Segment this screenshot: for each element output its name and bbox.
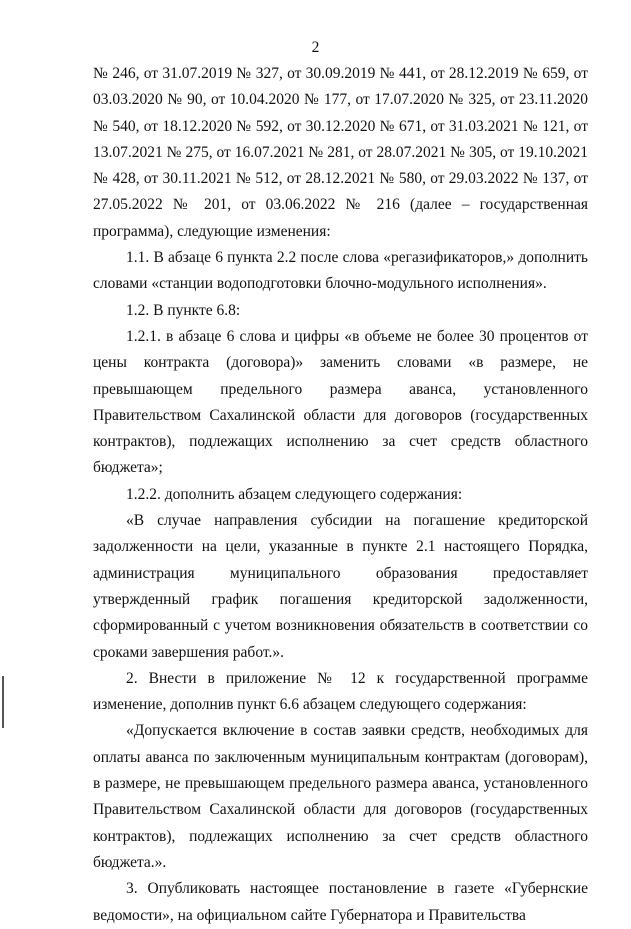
paragraph-quote-1: «В случае направления субсидии на погашение кредиторской задолженности на цели, указанные в пункте 2.1 настоящего Порядка, администрация муниципального образования предоставляет утвержденный график погашения кредиторской задолженности, сформированный с учетом возникновения обязательств в соответствии со сроками завершения работ.». — [93, 512, 588, 661]
scan-edge-mark — [2, 676, 4, 728]
paragraph-quote-2: «Допускается включение в состав заявки средств, необходимых для оплаты аванса по заключенным муниципальным контрактам (договорам), в размере, не превышающем предельного размера аванса, установленного Правительством Сахалинской области для договоров (государственных контрактов), подлежащих исполнению за счет средств областного бюджета.». — [93, 722, 588, 871]
paragraph-item-1-1: 1.1. В абзаце 6 пункта 2.2 после слова «регазификаторов,» дополнить словами «станции водоподготовки блочно-модульного исполнения». — [93, 249, 588, 293]
paragraph-item-1-2-1: 1.2.1. в абзаце 6 слова и цифры «в объеме не более 30 процентов от цены контракта (договора)» заменить словами «в размере, не превышающем предельного размера аванса, установленного Правительством Сахалинской области для договоров (государственных контрактов), подлежащих исполнению за счет средств областного бюджета»; — [93, 327, 588, 477]
paragraph-item-1-2: 1.2. В пункте 6.8: — [126, 301, 241, 319]
paragraph-continuation: № 246, от 31.07.2019 № 327, от 30.09.2019 № 441, от 28.12.2019 № 659, от 03.03.2020 № 90, от 10.04.2020 № 177, от 17.07.2020 № 325, от 23.11.2020 № 540, от 18.12.2020 № 592, от 30.12.2020 № 671, от 31.03.2021 № 121, от 13.07.2021 № 275, от 16.07.2021 № 281, от 28.07.2021 № 305, от 19.10.2021 № 428, от 30.11.2021 № 512, от 28.12.2021 № 580, от 29.03.2022 № 137, от 27.05.2022 № 201, от 03.06.2022 № 216 (далее – государственная программа), следующие изменения: — [93, 65, 588, 240]
paragraph-item-3: 3. Опубликовать настоящее постановление в газете «Губернские ведомости», на официальном сайте Губернатора и Правительства — [93, 880, 588, 924]
paragraph-item-2: 2. Внести в приложение № 12 к государственной программе изменение, дополнив пункт 6.6 абзацем следующего содержания: — [93, 669, 588, 714]
paragraph-item-1-2-2: 1.2.2. дополнить абзацем следующего содержания: — [126, 485, 463, 503]
document-body — [93, 61, 588, 929]
page-number: 2 — [311, 39, 320, 56]
